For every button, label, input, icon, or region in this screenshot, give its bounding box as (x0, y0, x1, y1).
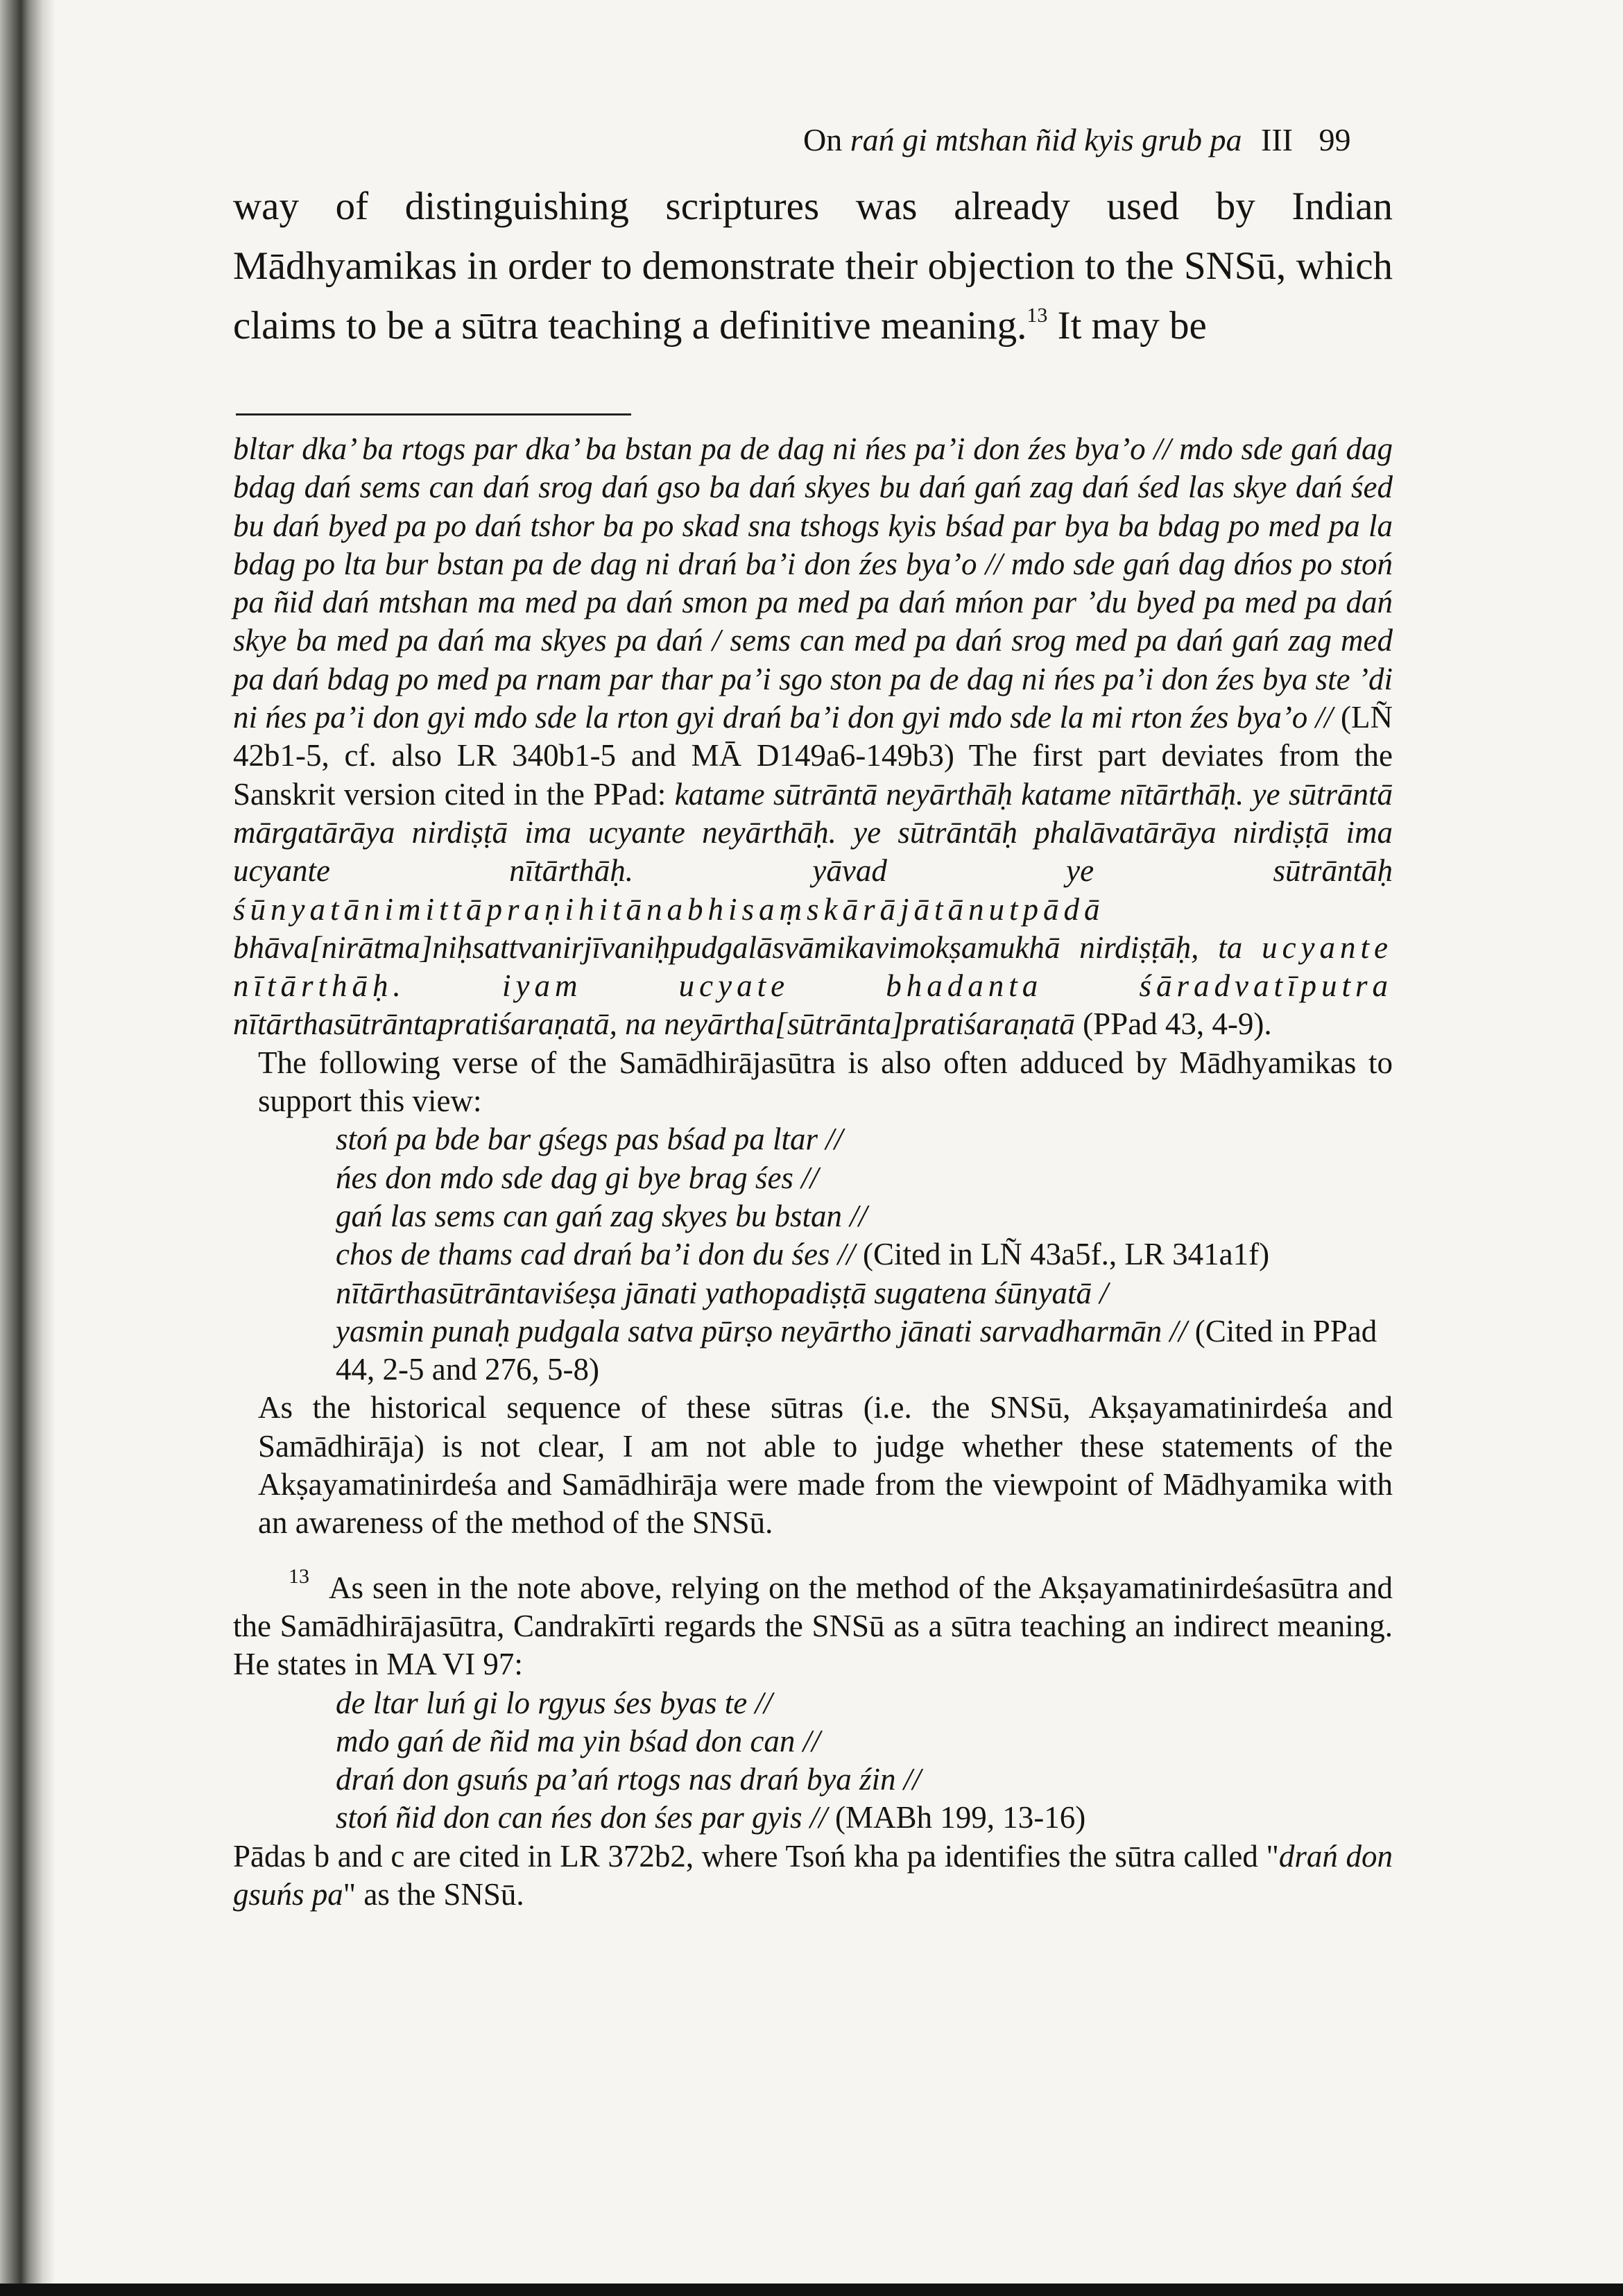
footnote-paragraph: As the historical sequence of these sūtras (i.e. the SNSū, Akṣayamatinirdeśa and Samādhirāja) is not clear, I am not able to judge whether these statements of the Akṣayamatinirdeśa and Samādhirāja were made from the viewpoint of Mādhyamika with an awareness of the method of the SNSū. (258, 1390, 1393, 1541)
tibetan-quotation: bltar dka’ ba rtogs par dka’ ba bstan pa de dag ni ńes pa’i don źes bya’o // mdo sde gań dag bdag dań sems can dań srog dań gso ba dań skyes bu dań gań zag dań śed las skye dań śed bu dań byed pa po dań tshor ba po skad sna tshogs kyis bśad par bya ba bdag po med pa la bdag po lta bur bstan pa de dag ni drań ba’i don źes bya’o // mdo sde gań dag dńos po stoń pa ñid dań mtshan ma med pa dań smon pa med pa dań mńon par ’du byed pa med pa dań skye ba med pa dań ma skyes pa dań / sems can med pa dań srog med pa dań gań zag med pa dań bdag po med pa rnam par thar pa’i sgo ston pa de dag ni ńes pa’i don źes bya ste ’di ni ńes pa’i don gyi mdo sde la rton gyi drań ba’i don gyi mdo sde la mi rton źes bya’o // (233, 431, 1393, 735)
verse-line: stoń pa bde bar gśegs pas bśad pa ltar // (336, 1122, 843, 1157)
verse-line: mdo gań de ñid ma yin bśad don can // (336, 1723, 821, 1758)
verse-line-with-citation (336, 1235, 1393, 1274)
header-part-numeral: III (1261, 122, 1293, 157)
sutra-title: drań don gsuńs pa (233, 1838, 1393, 1912)
footnote-text: As seen in the note above, relying on the method of the Akṣayamatinirdeśasūtra and the Samādhirājasūtra, Candrakīrti regards the SNSū as a sūtra teaching an indirect meaning. He states in MA VI 97: (233, 1570, 1393, 1682)
scan-bottom-edge (0, 2284, 1623, 2296)
header-title-prefix: On (803, 122, 843, 157)
running-header (803, 119, 1393, 161)
verse-block (233, 1120, 1393, 1389)
page-number: 99 (1319, 122, 1351, 157)
verse-line: gań las sems can gań zag skyes bu bstan // (336, 1198, 868, 1233)
verse-line: drań don gsuńs pa’ań rtogs nas drań bya źin // (336, 1762, 921, 1797)
footnote-13 (233, 1564, 1393, 1684)
footnote-text: Pādas b and c are cited in LR 372b2, where Tsoń kha pa identifies the sūtra called " (233, 1838, 1279, 1874)
footnote-number: 13 (289, 1564, 309, 1588)
citation: (LÑ 42b1-5, cf. also LR 340b1-5 and MĀ D149a6-149b3) The first part deviates from the Sanskrit version cited in the PPad: (233, 700, 1393, 812)
header-title-italic: rań gi mtshan ñid kyis grub pa (850, 122, 1242, 157)
book-spine-shadow (0, 0, 55, 2296)
footnotes-section (233, 430, 1393, 1914)
footnote-continued (233, 430, 1393, 1044)
citation: (Cited in PPad 44, 2-5 and 276, 5-8) (336, 1313, 1377, 1387)
footnote-reference: 13 (1027, 304, 1048, 327)
verse-line: de ltar luń gi lo rgyus śes byas te // (336, 1685, 773, 1720)
verse-line: nītārthasūtrāntaviśeṣa jānati yathopadiṣṭā sugatena śūnyatā / (336, 1275, 1108, 1310)
body-text-tail: It may be (1047, 304, 1207, 348)
verse-line: ńes don mdo sde dag gi bye brag śes // (336, 1160, 819, 1195)
footnote-final-paragraph (233, 1837, 1393, 1914)
sanskrit-quotation-spaced: ucyante nītārthāḥ. iyam ucyate bhadanta śāradvatīputra (233, 929, 1393, 1004)
verse-line: stoń ñid don can ńes don śes par gyis // (336, 1800, 827, 1835)
verse-line-with-citation (336, 1799, 1393, 1837)
sanskrit-quotation-spaced: śūnyatānimittāpraṇihitānabhisaṃskārājātānutpādā (233, 891, 1105, 927)
verse-line-with-citation (336, 1312, 1393, 1389)
body-text: way of distinguishing scriptures was already used by Indian Mādhyamikas in order to demonstrate their objection to the SNSū, which claims to be a sūtra teaching a definitive meaning. (233, 185, 1393, 348)
body-paragraph (233, 177, 1393, 356)
sanskrit-quotation: bhāva[nirātma]niḥsattvanirjīvaniḥpudgalāsvāmikavimokṣamukhā nirdiṣṭāḥ, ta (233, 929, 1243, 965)
footnote-separator (236, 413, 631, 415)
footnote-paragraph: The following verse of the Samādhirājasūtra is also often adduced by Mādhyamikas to support this view: (258, 1045, 1393, 1119)
footnote-text: " as the SNSū. (343, 1876, 524, 1912)
verse-line: yasmin punaḥ pudgala satva pūrṣo neyārtho jānati sarvadharmān // (336, 1313, 1187, 1348)
spacer (233, 1543, 1393, 1569)
sanskrit-quotation: katame sūtrāntā neyārthāḥ katame nītārthāḥ. ye sūtrāntā mārgatārāya nirdiṣṭā ima ucyante neyārthāḥ. ye sūtrāntāḥ phalāvatārāya nirdiṣṭā ima ucyante nītārthāḥ. yāvad ye sūtrāntāḥ (233, 776, 1393, 889)
sanskrit-quotation: nītārthasūtrāntapratiśaraṇatā, na neyārtha[sūtrānta]pratiśaraṇatā (233, 1006, 1075, 1042)
citation: (MABh 199, 13-16) (827, 1800, 1086, 1835)
citation: (Cited in LÑ 43a5f., LR 341a1f) (855, 1237, 1270, 1272)
verse-line: chos de thams cad drań ba’i don du śes // (336, 1237, 855, 1272)
citation: (PPad 43, 4-9). (1074, 1006, 1272, 1042)
verse-block (233, 1684, 1393, 1837)
